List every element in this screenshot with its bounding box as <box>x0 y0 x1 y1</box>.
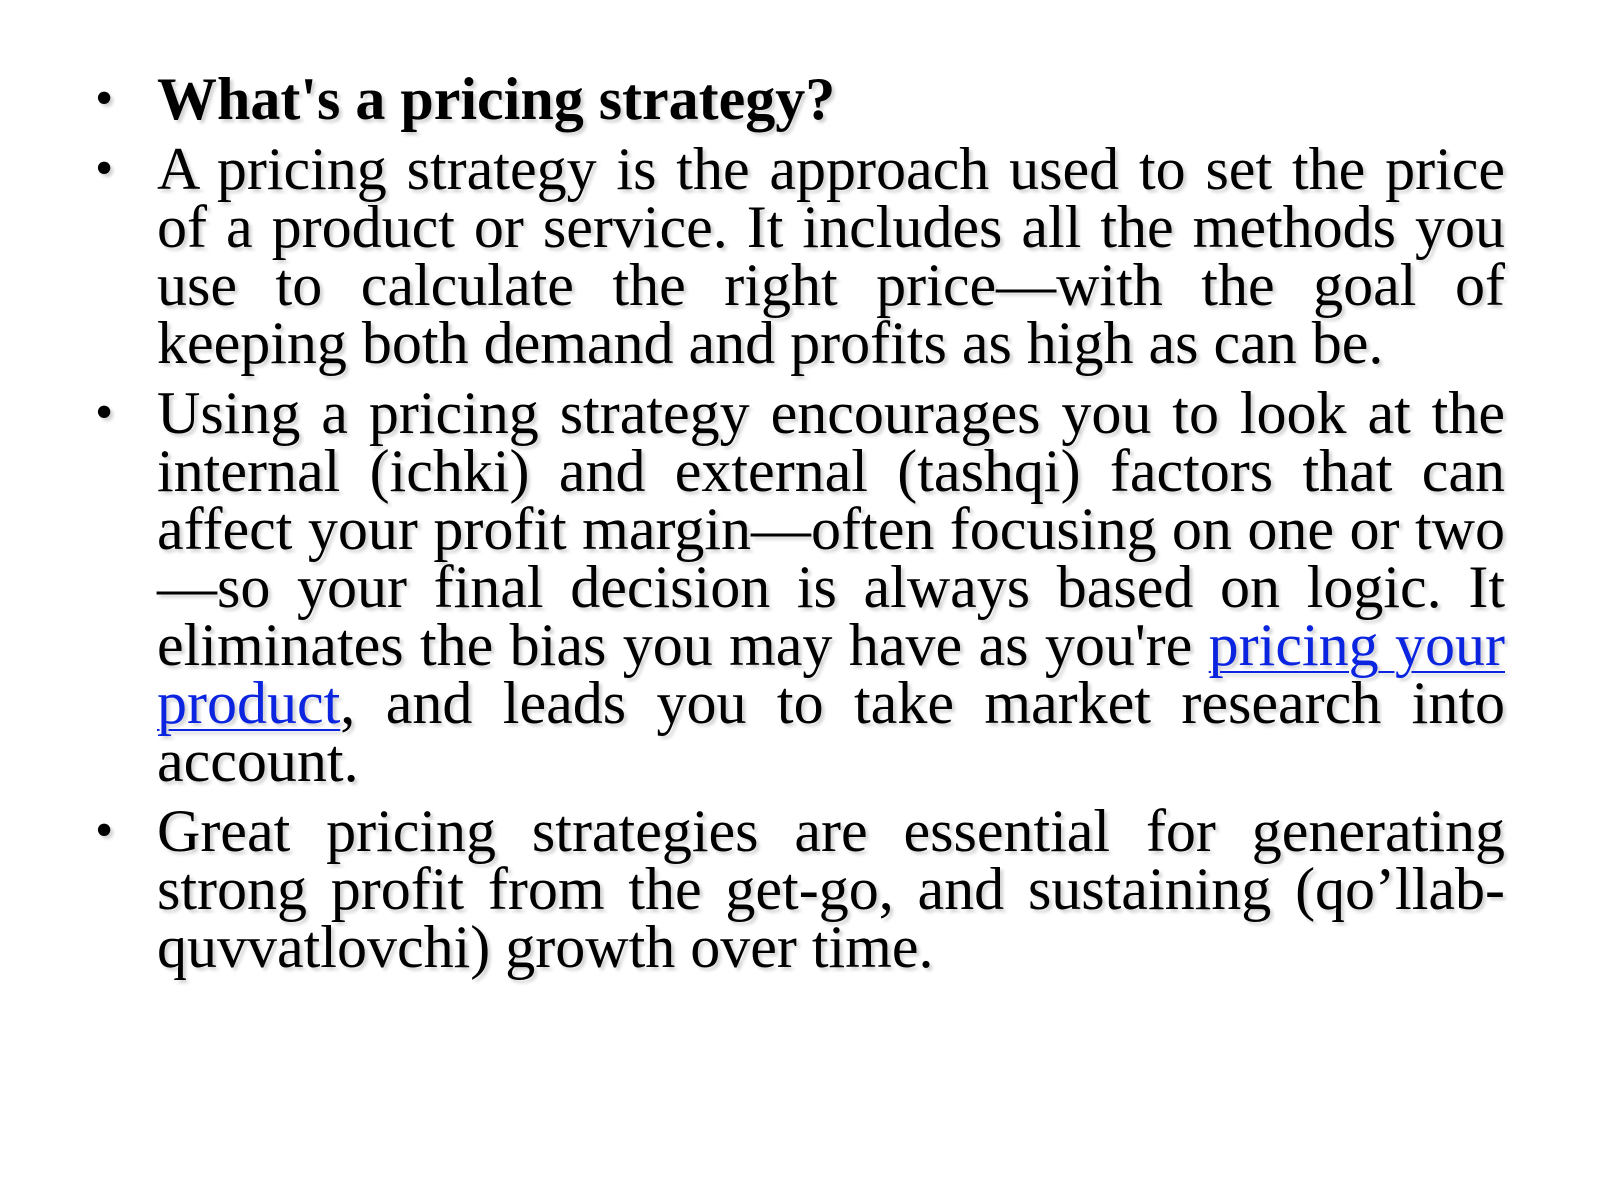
bullet-dot-icon: • <box>95 140 114 197</box>
usage-text <box>157 380 1505 794</box>
bullet-dot-icon: • <box>95 802 114 859</box>
bullet-item-definition <box>95 136 1505 376</box>
usage-text-before-link: Using a pricing strategy encourages you to look at the internal (ichki) and external (tashqi) factors that can affect your profit margin—often focusing on one or two—so your final decision is always based on logic. It eliminates the bias you may have as you're <box>157 380 1505 678</box>
usage-text-after-link: , and leads you to take market research into account. <box>157 670 1505 794</box>
heading-text: What's a pricing strategy? <box>157 66 836 132</box>
bullet-item-importance <box>95 798 1505 980</box>
pricing-your-product-link[interactable]: pricing your product <box>157 612 1505 736</box>
definition-text: A pricing strategy is the approach used to set the price of a product or service. It includes all the methods you use to calculate the right price—with the goal of keeping both demand and profits as high as can be. <box>157 136 1505 376</box>
bullet-dot-icon: • <box>95 384 114 441</box>
bullet-item-heading <box>95 66 1505 132</box>
bullet-item-usage <box>95 380 1505 794</box>
bullet-dot-icon: • <box>95 70 114 127</box>
importance-text: Great pricing strategies are essential for generating strong profit from the get-go, and sustaining (qo’llab-quvvatlovchi) growth over time. <box>157 798 1505 980</box>
bullet-list <box>95 66 1505 988</box>
